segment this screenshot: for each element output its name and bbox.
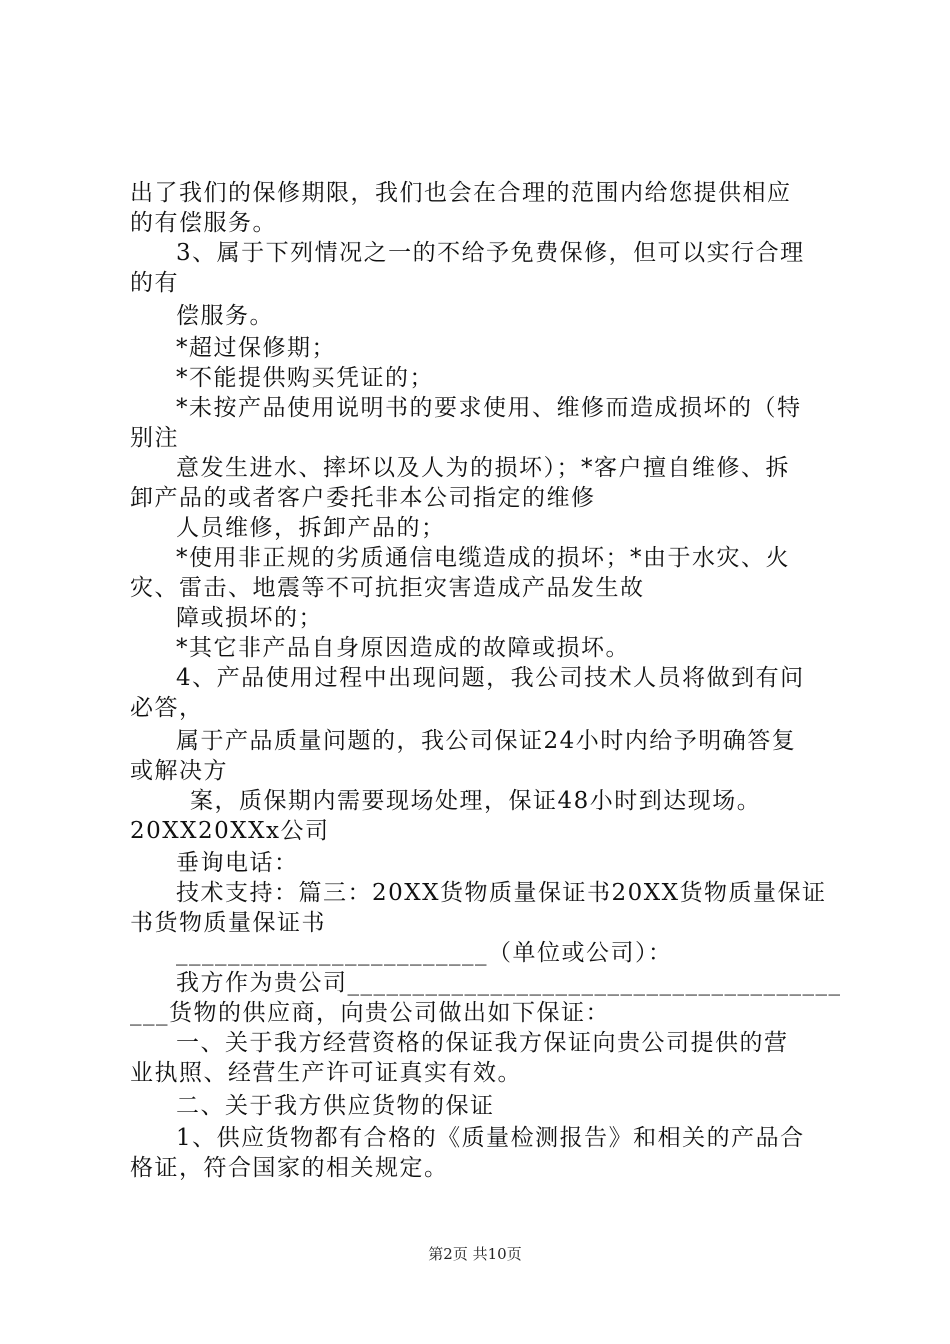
text-line: 技术支持：篇三：20XX货物质量保证书20XX货物质量保证 (176, 880, 827, 906)
text-line: 的有 (130, 270, 179, 296)
text-line: ___货物的供应商，向贵公司做出如下保证： (130, 1000, 610, 1026)
text-line: 的有偿服务。 (130, 210, 277, 236)
text-line: 案，质保期内需要现场处理，保证48小时到达现场。 (190, 788, 762, 814)
text-line: 意发生进水、摔坏以及人为的损坏）；*客户擅自维修、拆 (176, 455, 790, 481)
text-line: *未按产品使用说明书的要求使用、维修而造成损坏的（特 (176, 395, 802, 421)
text-line: 20XX20XXx公司 (130, 818, 330, 844)
text-line: 偿服务。 (176, 303, 274, 329)
text-line: 别注 (130, 425, 179, 451)
text-line: 或解决方 (130, 758, 228, 784)
page-footer (0, 1244, 950, 1264)
text-line: *使用非正规的劣质通信电缆造成的损坏；*由于水灾、火 (176, 545, 790, 571)
text-line: 1、供应货物都有合格的《质量检测报告》和相关的产品合 (176, 1125, 805, 1151)
text-line: 出了我们的保修期限，我们也会在合理的范围内给您提供相应 (130, 180, 792, 206)
text-line: 4、产品使用过程中出现问题，我公司技术人员将做到有问 (176, 665, 805, 691)
text-line: 人员维修，拆卸产品的； (176, 515, 446, 541)
text-line: 一、关于我方经营资格的保证我方保证向贵公司提供的营 (176, 1030, 789, 1056)
text-line: 灾、雷击、地震等不可抗拒灾害造成产品发生故 (130, 575, 645, 601)
text-line: 必答， (130, 695, 204, 721)
text-line: 3、属于下列情况之一的不给予免费保修，但可以实行合理 (176, 240, 805, 266)
text-line: ________________________（单位或公司）： (176, 940, 673, 966)
text-line: 二、关于我方供应货物的保证 (176, 1093, 495, 1119)
text-line: 书货物质量保证书 (130, 910, 326, 936)
text-line: *其它非产品自身原因造成的故障或损坏。 (176, 635, 630, 661)
page-number-label: 第2页 共10页 (428, 1245, 522, 1263)
text-line: 格证，符合国家的相关规定。 (130, 1155, 449, 1181)
text-line: 属于产品质量问题的，我公司保证24小时内给予明确答复 (176, 728, 797, 754)
text-line: 业执照、经营生产许可证真实有效。 (130, 1060, 522, 1086)
text-line: *超过保修期； (176, 335, 336, 361)
text-line: 垂询电话： (176, 850, 299, 876)
text-line: *不能提供购买凭证的； (176, 365, 434, 391)
text-line: 障或损坏的； (176, 605, 323, 631)
text-line: 卸产品的或者客户委托非本公司指定的维修 (130, 485, 596, 511)
text-line: 我方作为贵公司______________________________________ (176, 970, 842, 996)
